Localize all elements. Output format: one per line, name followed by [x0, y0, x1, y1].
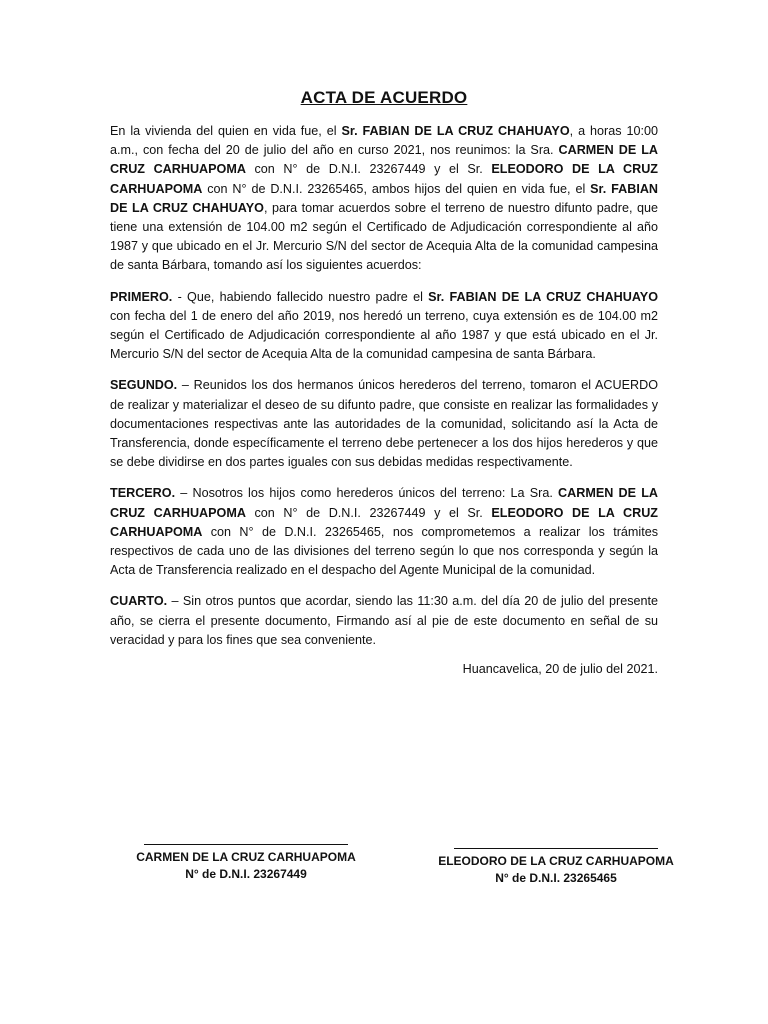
tercero-text-1: – Nosotros los hijos como herederos únicos del terreno: La Sra.	[175, 486, 559, 501]
cuarto-paragraph	[110, 592, 658, 650]
primero-paragraph	[110, 288, 658, 365]
cuarto-label: CUARTO.	[110, 594, 168, 609]
signatory-name: CARMEN DE LA CRUZ CARHUAPOMA	[136, 850, 356, 864]
intro-bold-4: Sr. FABIAN DE LA CRUZ CHAHUAYO	[110, 181, 659, 215]
tercero-paragraph	[110, 484, 658, 580]
intro-text-2: , a horas 10:00 a.m., con fecha del 20 de julio del año en curso 2021, nos reunimos: la Sra.	[110, 124, 658, 158]
primero-bold-1: Sr. FABIAN DE LA CRUZ CHAHUAYO	[428, 289, 658, 304]
segundo-text-1: – Reunidos los dos hermanos únicos herederos del terreno, tomaron el ACUERDO de realizar y materializar el deseo de su difunto padre, que consiste en realizar las formalidades y documentaciones respectivas ante las autoridades de la comunidad, solicitando así la Acta de Transferencia, donde específicamente el terreno debe pertenecer a los dos hijos herederos y que se debe dividirse en dos partes iguales con sus debidas medidas respectivamente.	[110, 378, 658, 470]
primero-label: PRIMERO.	[110, 289, 173, 304]
signatory-dni: N° de D.N.I. 23265465	[495, 871, 617, 885]
intro-text-3: con N° de D.N.I. 23267449 y el Sr.	[245, 162, 492, 177]
tercero-bold-2: ELEODORO DE LA CRUZ CARHUAPOMA	[110, 505, 659, 539]
document-title: ACTA DE ACUERDO	[300, 88, 468, 107]
document-body	[110, 122, 658, 662]
place-date: Huancavelica, 20 de julio del 2021.	[462, 662, 658, 676]
intro-bold-1: Sr. FABIAN DE LA CRUZ CHAHUAYO	[341, 124, 570, 138]
signature-line	[454, 836, 658, 849]
primero-text-1: - Que, habiendo fallecido nuestro padre el	[172, 289, 429, 304]
segundo-paragraph	[110, 376, 658, 472]
cuarto-text-1: – Sin otros puntos que acordar, siendo las 11:30 a.m. del día 20 de julio del presente año, se cierra el presente documento, Firmando así al pie de este documento en señal de su veracidad y para los fines que sea conveniente.	[110, 594, 658, 647]
intro-text-4: con N° de D.N.I. 23265465, ambos hijos del quien en vida fue, el	[202, 181, 591, 196]
intro-bold-2: CARMEN DE LA CRUZ CARHUAPOMA	[110, 143, 658, 177]
tercero-text-3: con N° de D.N.I. 23265465, nos comprometemos a realizar los trámites respectivos de cada uno de las divisiones del terreno según lo que nos corresponda y según la Acta de Transferencia realizado en el despacho del Agente Municipal de la comunidad.	[110, 524, 658, 578]
tercero-label: TERCERO.	[110, 486, 176, 501]
intro-text-5: , para tomar acuerdos sobre el terreno de nuestro difunto padre, que tiene una extensión de 104.00 m2 según el Certificado de Adjudicación correspondiente al año 1987 y que ubicado en el Jr. Mercurio S/N del sector de Acequia Alta de la comunidad campesina de santa Bárbara, tomando así los siguientes acuerdos:	[110, 200, 658, 273]
primero-text-2: con fecha del 1 de enero del año 2019, nos heredó un terreno, cuya extensión es de 104.00 m2 según el Certificado de Adjudicación correspondiente al año 1987 y que está ubicado en el Jr. Mercurio S/N del sector de Acequia Alta de la comunidad campesina de santa Bárbara.	[110, 308, 658, 362]
segundo-label: SEGUNDO.	[110, 378, 178, 393]
signatory-dni: N° de D.N.I. 23267449	[185, 867, 307, 881]
signature-block-carmen	[110, 832, 382, 883]
tercero-bold-1: CARMEN DE LA CRUZ CARHUAPOMA	[110, 486, 658, 520]
intro-paragraph	[110, 122, 658, 276]
signature-block-eleodoro	[420, 836, 692, 887]
tercero-text-2: con N° de D.N.I. 23267449 y el Sr.	[245, 505, 492, 520]
signature-line	[144, 832, 348, 845]
signatory-name: ELEODORO DE LA CRUZ CARHUAPOMA	[438, 854, 674, 868]
intro-bold-3: ELEODORO DE LA CRUZ CARHUAPOMA	[110, 162, 659, 196]
intro-text-1: En la vivienda del quien en vida fue, el	[110, 124, 342, 138]
